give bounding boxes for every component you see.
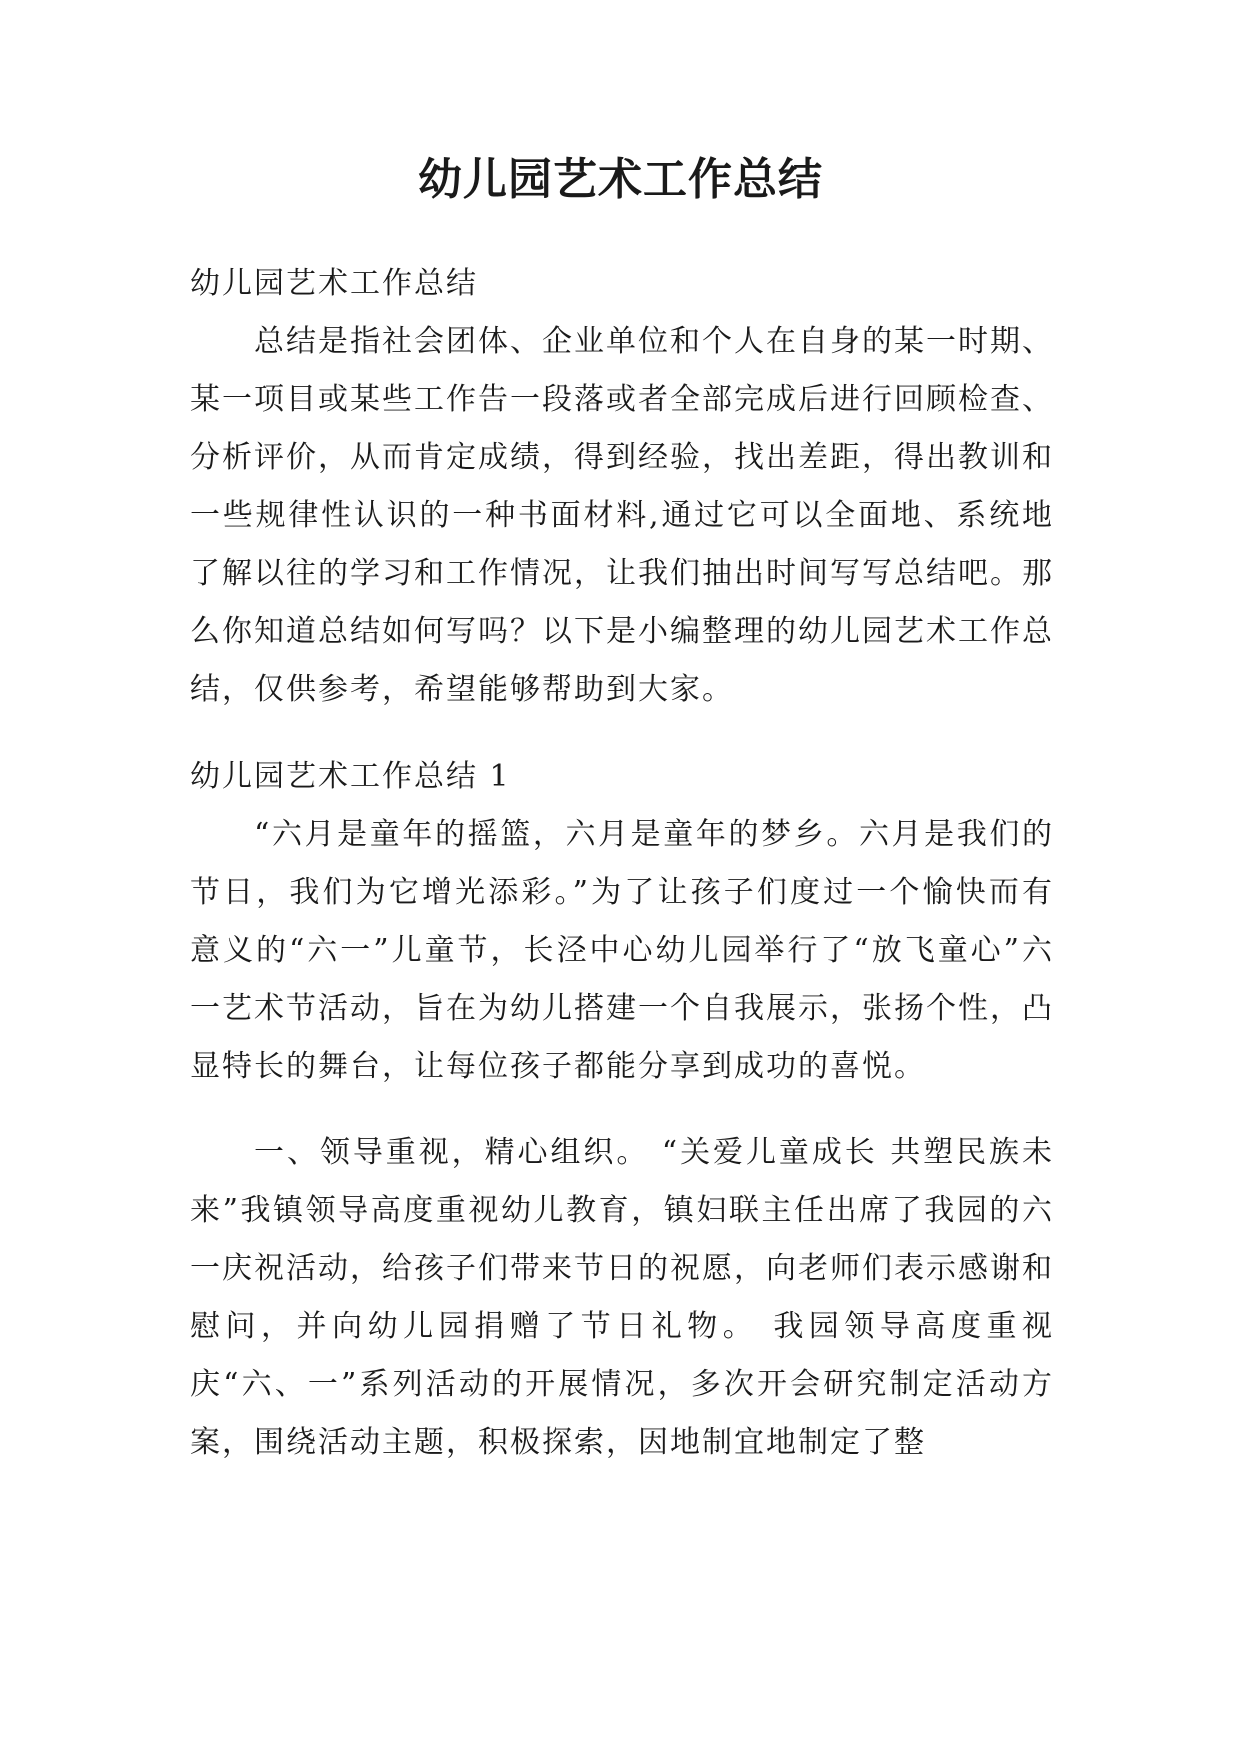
section-1-heading: 幼儿园艺术工作总结 1	[190, 759, 511, 794]
section-1-paragraph-1: “六月是童年的摇篮，六月是童年的梦乡。六月是我们的节日，我们为它增光添彩。”为了让孩子们度过一个愉快而有意义的“六一”儿童节，长泾中心幼儿园举行了“放飞童心”六一艺术节活动，旨在为幼儿搭建一个自我展示，张扬个性，凸显特长的舞台，让每位孩子都能分享到成功的喜悦。	[190, 817, 1054, 1084]
intro-paragraph: 总结是指社会团体、企业单位和个人在自身的某一时期、某一项目或某些工作告一段落或者全部完成后进行回顾检查、分析评价，从而肯定成绩，得到经验，找出差距，得出教训和一些规律性认识的一种书面材料,通过它可以全面地、系统地了解以往的学习和工作情况，让我们抽出时间写写总结吧。那么你知道总结如何写吗？以下是小编整理的幼儿园艺术工作总结，仅供参考，希望能够帮助到大家。	[190, 324, 1054, 707]
section-1-paragraph-2: 一、领导重视，精心组织。 “关爱儿童成长 共塑民族未来”我镇领导高度重视幼儿教育，镇妇联主任出席了我园的六一庆祝活动，给孩子们带来节日的祝愿，向老师们表示感谢和慰问，并向幼儿园捐赠了节日礼物。 我园领导高度重视庆“六、一”系列活动的开展情况，多次开会研究制定活动方案，围绕活动主题，积极探索，因地制宜地制定了整	[190, 1135, 1054, 1460]
intro-heading: 幼儿园艺术工作总结	[190, 266, 478, 301]
document-title: 幼儿园艺术工作总结	[418, 154, 823, 205]
